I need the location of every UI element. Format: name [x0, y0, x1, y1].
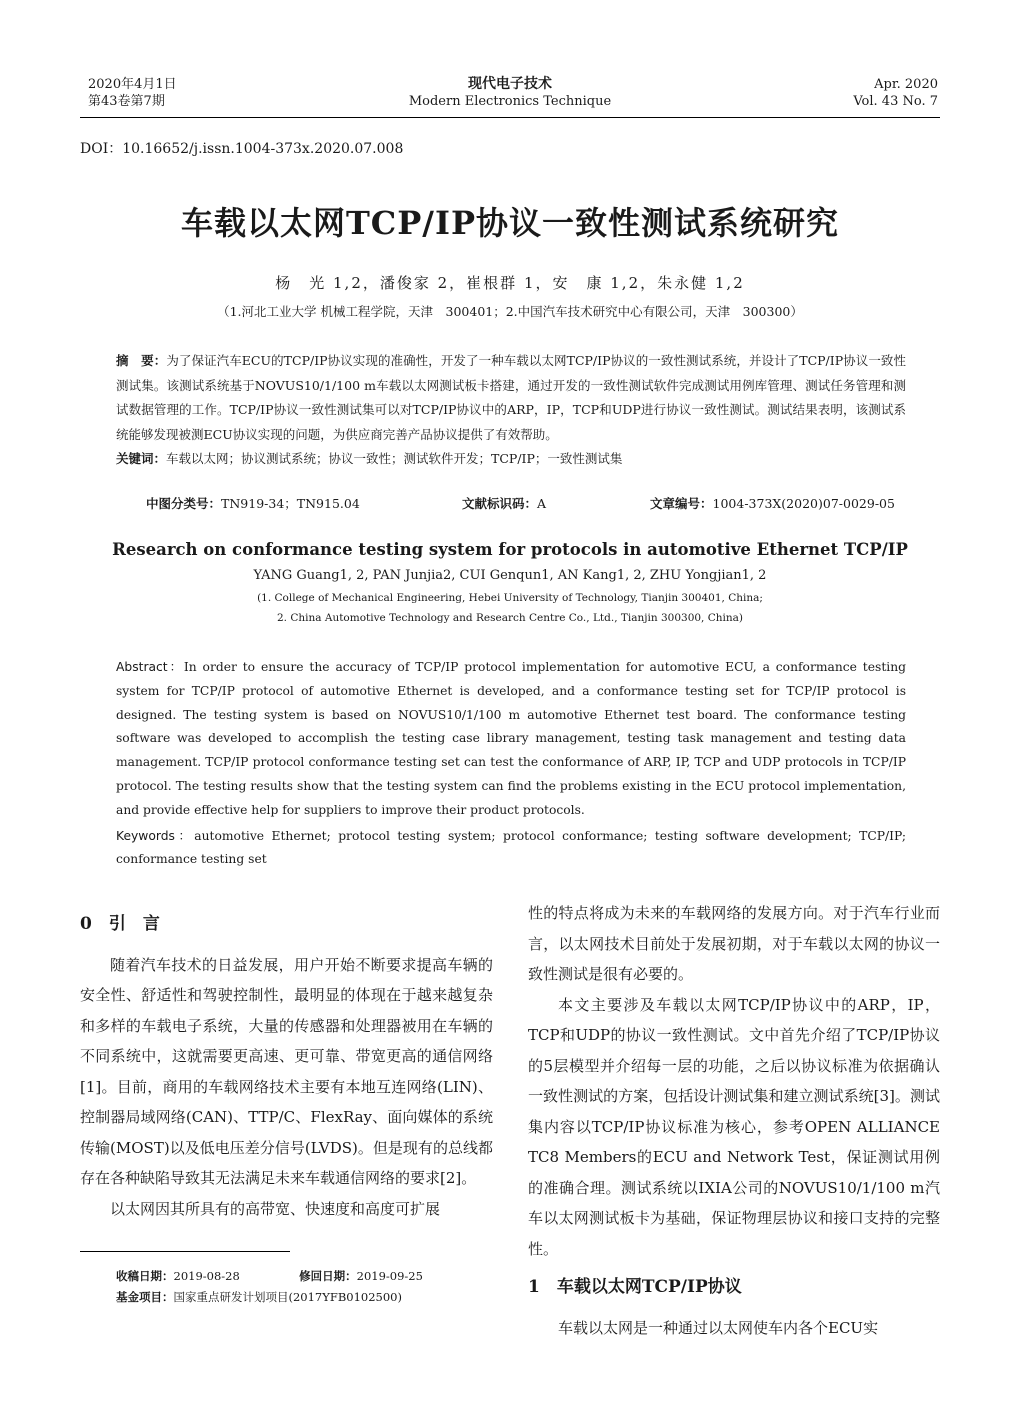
doi: DOI：10.16652/j.issn.1004-373x.2020.07.008 [80, 141, 404, 157]
clc-value: TN919-34；TN915.04 [221, 496, 360, 511]
footnote-dates [116, 1268, 423, 1284]
document-code [462, 494, 546, 512]
body-left-column [80, 909, 493, 1224]
fund-label: 基金项目： [116, 1290, 174, 1304]
authors-cn: 杨 光 1,2，潘俊家 2，崔根群 1，安 康 1,2，朱永健 1,2 [275, 274, 745, 292]
doc-code-label: 文献标识码： [462, 496, 538, 511]
journal-name-block [360, 76, 660, 110]
revised-label: 修回日期： [299, 1269, 357, 1283]
header-rule [80, 117, 940, 118]
abstract-cn-text: 为了保证汽车ECU的TCP/IP协议实现的准确性，开发了一种车载以太网TCP/IP协议的一致性测试系统，并设计了TCP/IP协议一致性测试集。该测试系统基于NOVUS10/1/100 m车载以太网测试板卡搭建，通过开发的一致性测试软件完成测试用例库管理、测试任务管理和测试数据管理的工作。TCP/IP协议一致性测试集可以对TCP/IP协议中的ARP，IP，TCP和UDP进行协议一致性测试。测试结果表明，该测试系统能够发现被测ECU协议实现的问题，为供应商完善产品协议提供了有效帮助。 [116, 353, 906, 442]
revised-date: 2019-09-25 [356, 1269, 423, 1283]
section-0-paragraph-2: 以太网因其所具有的高带宽、快速度和高度可扩展 [110, 1199, 441, 1218]
paper-title-cn: 车载以太网TCP/IP协议一致性测试系统研究 [180, 204, 840, 242]
journal-name-en: Modern Electronics Technique [408, 94, 612, 109]
article-no-label: 文章编号： [650, 496, 713, 511]
section-1-heading: 1 车载以太网TCP/IP协议 [528, 1277, 742, 1297]
issue-date-en: Apr. 2020 [874, 77, 938, 92]
paper-title-en: Research on conformance testing system for protocols in automotive Ethernet TCP/IP [112, 540, 908, 559]
keywords-en-label: Keywords： [116, 828, 195, 843]
affiliation-en-1: (1. College of Mechanical Engineering, Hebei University of Technology, Tianjin 300401, China; [257, 592, 763, 604]
keywords-cn-label: 关键词： [116, 451, 167, 466]
keywords-cn-text: 车载以太网；协议测试系统；协议一致性；测试软件开发；TCP/IP；一致性测试集 [166, 451, 623, 466]
keywords-en-text: automotive Ethernet; protocol testing system; protocol conformance; testing software development; TCP/IP; conformance testing set [116, 828, 906, 867]
issue-date-block [88, 76, 177, 110]
keywords-en [116, 825, 906, 873]
body-right-column [528, 898, 940, 1343]
section-0-heading: 0 引 言 [80, 914, 160, 934]
section-1-paragraph-1: 车载以太网是一种通过以太网使车内各个ECU实 [558, 1318, 879, 1337]
right-paragraph-1: 性的特点将成为未来的车载网络的发展方向。对于汽车行业而言，以太网技术目前处于发展初期，对于车载以太网的协议一致性测试是很有必要的。 [528, 904, 940, 983]
issue-volume-cn: 第43卷第7期 [88, 94, 165, 109]
received-label: 收稿日期： [116, 1269, 174, 1283]
section-0-paragraph-1: 随着汽车技术的日益发展，用户开始不断要求提高车辆的安全性、舒适性和驾驶控制性，最明显的体现在于越来越复杂和多样的车载电子系统，大量的传感器和处理器被用在车辆的不同系统中，这就需要更高速、更可靠、带宽更高的通信网络[1]。目前，商用的车载网络技术主要有本地互连网络(LIN)、控制器局域网络(CAN)、TTP/C、FlexRay、面向媒体的系统传输(MOST)以及低电压差分信号(LVDS)。但是现有的总线都存在各种缺陷导致其无法满足未来车载通信网络的要求[2]。 [80, 955, 493, 1187]
clc-code [146, 494, 360, 512]
abstract-en [116, 656, 906, 823]
issue-info-en-block [853, 76, 938, 110]
affiliation-en-2: 2. China Automotive Technology and Research Centre Co., Ltd., Tianjin 300300, China) [277, 612, 743, 624]
article-number [650, 494, 895, 512]
footnote-fund [116, 1289, 402, 1305]
article-no-value: 1004-373X(2020)07-0029-05 [712, 496, 895, 511]
issue-date-cn: 2020年4月1日 [88, 77, 177, 92]
issue-volume-en: Vol. 43 No. 7 [853, 94, 938, 109]
abstract-en-label: Abstract： [116, 660, 184, 674]
abstract-en-block [116, 656, 906, 872]
doc-code-value: A [537, 496, 547, 511]
received-date: 2019-08-28 [173, 1269, 240, 1283]
abstract-en-text: In order to ensure the accuracy of TCP/IP protocol implementation for automotive ECU, a conformance testing system for TCP/IP protocol of automotive Ethernet is developed, and a conformance testing set for TCP/IP protocol is designed. The testing system is based on NOVUS10/1/100 m automotive Ethernet test board. The conformance testing software was developed to accomplish the testing case library management, testing task management and testing data management. TCP/IP protocol conformance testing set can test the conformance of ARP, IP, TCP and UDP protocols in TCP/IP protocol. The testing results show that the testing system can find the problems existing in the ECU protocol implementation, and provide effective help for suppliers to improve their product protocols. [116, 660, 906, 817]
abstract-cn-block [116, 349, 906, 472]
journal-name-cn: 现代电子技术 [468, 76, 552, 92]
clc-label: 中图分类号： [146, 496, 222, 511]
authors-en: YANG Guang1, 2, PAN Junjia2, CUI Genqun1, AN Kang1, 2, ZHU Yongjian1, 2 [253, 568, 767, 583]
keywords-cn [116, 447, 906, 472]
affiliations-cn: （1.河北工业大学 机械工程学院，天津 300401；2.中国汽车技术研究中心有限公司，天津 300300） [217, 304, 803, 319]
abstract-cn [116, 349, 906, 447]
footnote-rule [80, 1251, 290, 1252]
fund-value: 国家重点研发计划项目(2017YFB0102500) [173, 1290, 402, 1304]
right-paragraph-2: 本文主要涉及车载以太网TCP/IP协议中的ARP，IP，TCP和UDP的协议一致性测试。文中首先介绍了TCP/IP协议的5层模型并介绍每一层的功能，之后以协议标准为依据确认一致性测试的方案，包括设计测试集和建立测试系统[3]。测试集内容以TCP/IP协议标准为核心，参考OPEN ALLIANCE TC8 Members的ECU and Network Test，保证测试用例的准确合理。测试系统以IXIA公司的NOVUS10/1/100 m汽车以太网测试板卡为基础，保证物理层协议和接口支持的完整性。 [528, 995, 940, 1258]
abstract-cn-label: 摘 要： [116, 353, 167, 368]
